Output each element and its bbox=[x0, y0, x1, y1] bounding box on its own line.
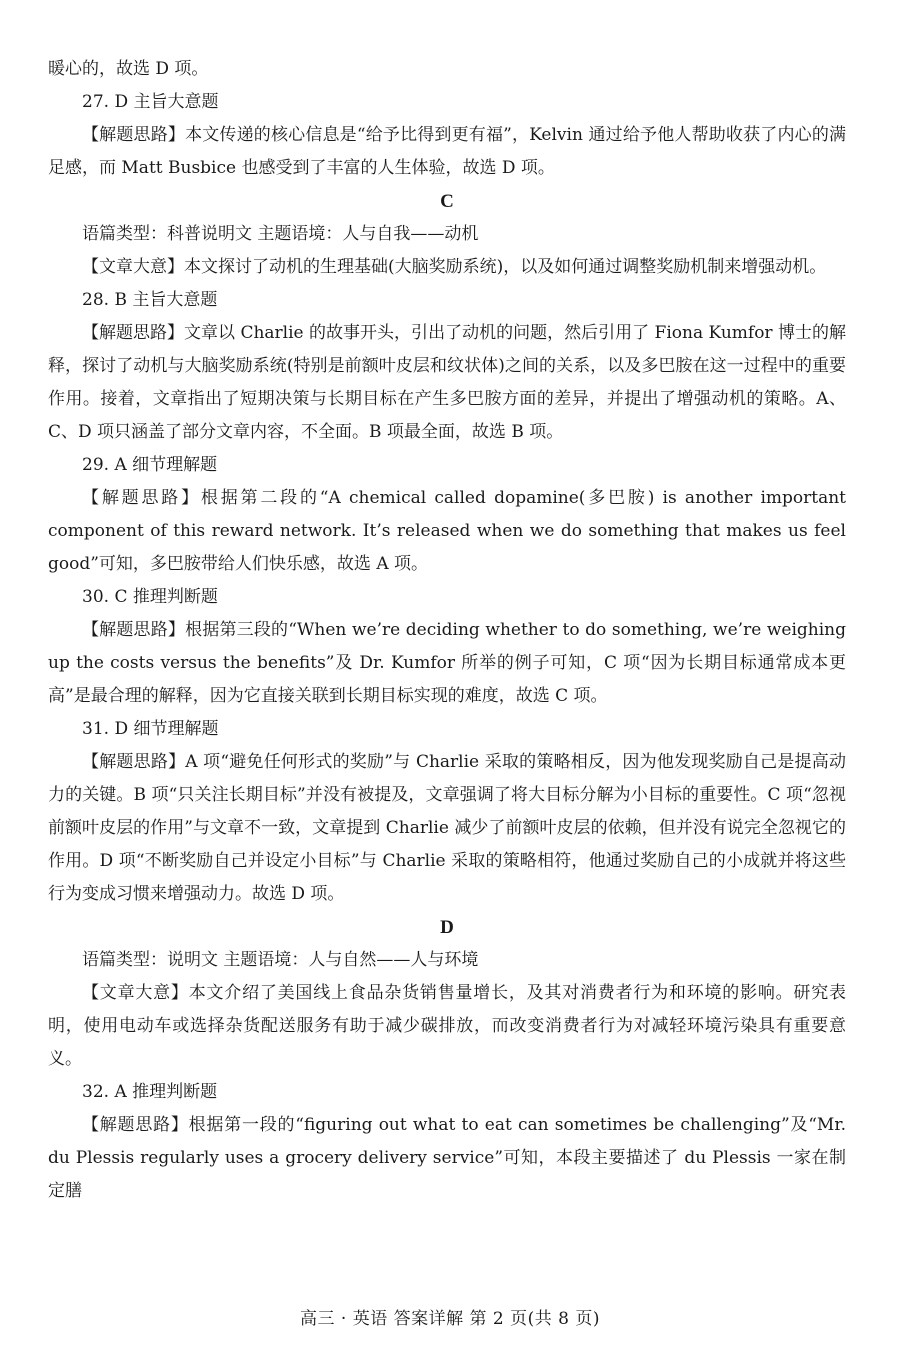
page-footer: 高三 · 英语 答案详解 第 2 页(共 8 页) bbox=[299, 1309, 601, 1329]
q28-explanation: 【解题思路】文章以 Charlie 的故事开头，引出了动机的问题，然后引用了 Fiona Kumfor 博士的解释，探讨了动机与大脑奖励系统(特别是前额叶皮层和纹状体)之间的关系，以及多巴胺在这一过程中的重要作用。接着，文章指出了短期决策与长期目标在产生多巴胺方面的差异，并提出了增强动机的策略。A、C、D 项只涵盖了部分文章内容，不全面。B 项最全面，故选 B 项。 bbox=[48, 323, 846, 442]
section-c-title: C bbox=[440, 191, 454, 212]
page-content bbox=[48, 53, 846, 1208]
section-d-title: D bbox=[440, 917, 454, 938]
q32-explanation: 【解题思路】根据第一段的“figuring out what to eat can sometimes be challenging”及“Mr. du Plessis regularly uses a grocery delivery service”可知，本段主要描述了 du Plessis 一家在制定膳 bbox=[48, 1115, 846, 1201]
q29-heading: 29. A 细节理解题 bbox=[82, 455, 218, 475]
q31-heading: 31. D 细节理解题 bbox=[82, 719, 219, 739]
q31-explanation: 【解题思路】A 项“避免任何形式的奖励”与 Charlie 采取的策略相反，因为他发现奖励自己是提高动力的关键。B 项“只关注长期目标”并没有被提及，文章强调了将大目标分解为小目标的重要性。C 项“忽视前额叶皮层的作用”与文章不一致，文章提到 Charlie 减少了前额叶皮层的依赖，但并没有说完全忽视它的作用。D 项“不断奖励自己并设定小目标”与 Charlie 采取的策略相符，他通过奖励自己的小成就并将这些行为变成习惯来增强动力。故选 D 项。 bbox=[48, 752, 846, 904]
section-c-genre: 语篇类型：科普说明文 主题语境：人与自我——动机 bbox=[82, 224, 479, 244]
q30-heading: 30. C 推理判断题 bbox=[82, 587, 218, 607]
q28-heading: 28. B 主旨大意题 bbox=[82, 290, 218, 310]
q32-heading: 32. A 推理判断题 bbox=[82, 1082, 218, 1102]
section-d-summary: 【文章大意】本文介绍了美国线上食品杂货销售量增长，及其对消费者行为和环境的影响。研究表明，使用电动车或选择杂货配送服务有助于减少碳排放，而改变消费者行为对减轻环境污染具有重要意义。 bbox=[48, 983, 846, 1069]
q30-explanation: 【解题思路】根据第三段的“When we’re deciding whether to do something, we’re weighing up the costs versus the benefits”及 Dr. Kumfor 所举的例子可知，C 项“因为长期目标通常成本更高”是最合理的解释，因为它直接关联到长期目标实现的难度，故选 C 项。 bbox=[48, 620, 846, 706]
section-c-summary: 【文章大意】本文探讨了动机的生理基础(大脑奖励系统)，以及如何通过调整奖励机制来增强动机。 bbox=[82, 257, 827, 277]
section-d-genre: 语篇类型：说明文 主题语境：人与自然——人与环境 bbox=[82, 950, 479, 970]
q27-heading: 27. D 主旨大意题 bbox=[82, 92, 219, 112]
continuation-text: 暖心的，故选 D 项。 bbox=[48, 59, 209, 79]
q29-explanation: 【解题思路】根据第二段的“A chemical called dopamine(多巴胺) is another important component of this reward network. It’s released when we do something that makes us feel good”可知，多巴胺带给人们快乐感，故选 A 项。 bbox=[48, 488, 846, 574]
q27-explanation: 【解题思路】本文传递的核心信息是“给予比得到更有福”，Kelvin 通过给予他人帮助收获了内心的满足感，而 Matt Busbice 也感受到了丰富的人生体验，故选 D 项。 bbox=[48, 125, 846, 178]
